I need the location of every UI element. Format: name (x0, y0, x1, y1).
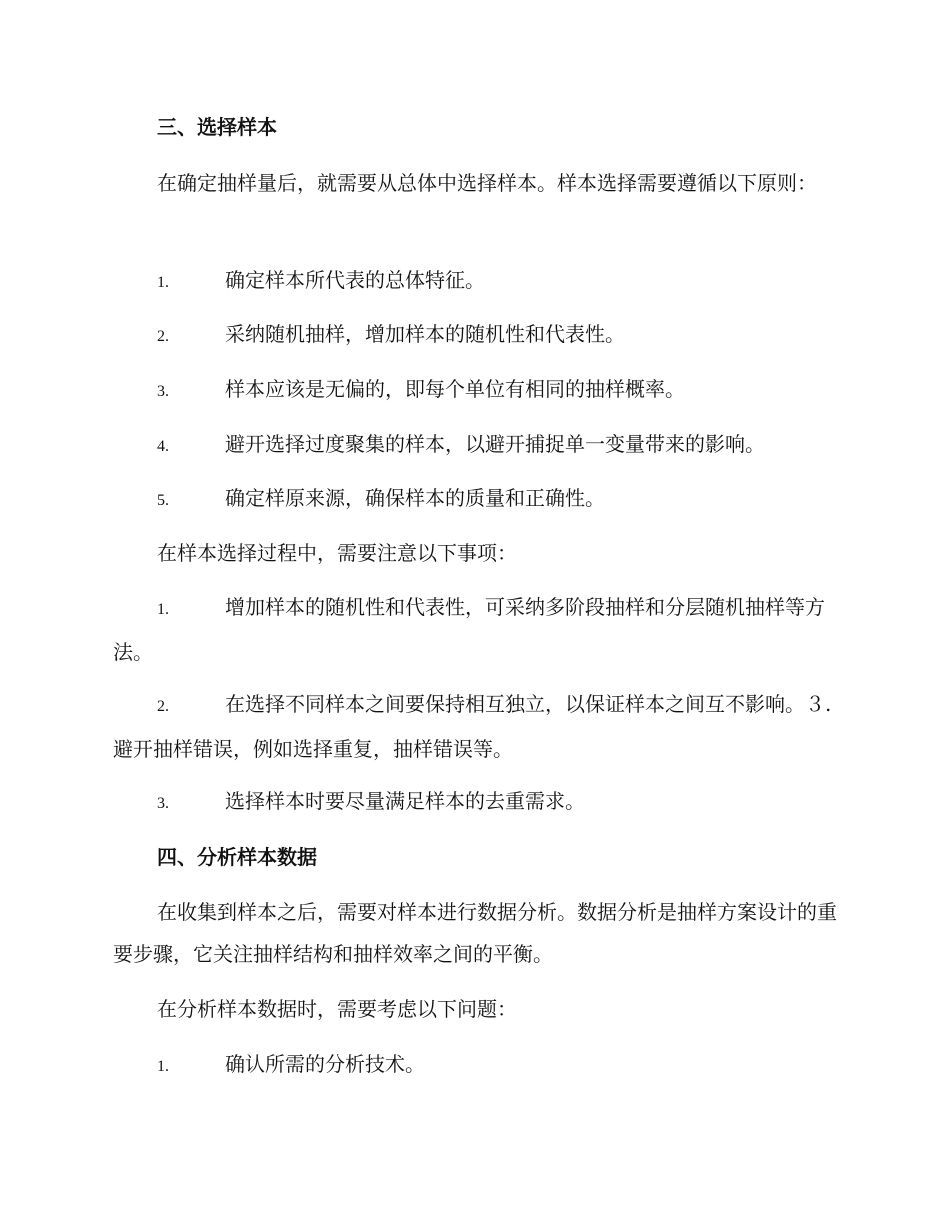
note-item (113, 780, 837, 825)
note-item (113, 586, 837, 673)
notes-intro: 在样本选择过程中，需要注意以下事项： (157, 541, 517, 565)
list-text: 采纳随机抽样，增加样本的随机性和代表性。 (225, 322, 625, 346)
list-number: 5. (157, 492, 169, 509)
principle-item (113, 477, 837, 522)
list-text: 确定样原来源，确保样本的质量和正确性。 (225, 486, 605, 510)
principle-item (113, 423, 837, 468)
principle-item (113, 259, 837, 304)
principle-item (113, 313, 837, 358)
list-text: 确认所需的分析技术。 (225, 1052, 425, 1076)
list-number: 4. (157, 438, 169, 455)
list-number: 2. (157, 698, 169, 715)
list-text: 避开选择过度聚集的样本，以避开捕捉单一变量带来的影响。 (225, 432, 765, 456)
list-text: 在选择不同样本之间要保持相互独立，以保证样本之间互不影响。３.避开抽样错误，例如选择重复，抽样错误等。 (113, 692, 832, 761)
questions-intro: 在分析样本数据时，需要考虑以下问题： (157, 997, 517, 1021)
section-4-heading: 四、分析样本数据 (157, 845, 317, 869)
list-number: 1. (157, 274, 169, 291)
list-number: 1. (157, 1058, 169, 1075)
list-number: 3. (157, 795, 169, 812)
list-number: 1. (157, 601, 169, 618)
list-number: 2. (157, 328, 169, 345)
question-item (113, 1043, 837, 1088)
section-3-intro: 在确定抽样量后，就需要从总体中选择样本。样本选择需要遵循以下原则： (157, 171, 817, 195)
list-text: 选择样本时要尽量满足样本的去重需求。 (225, 789, 585, 813)
list-text: 确定样本所代表的总体特征。 (225, 268, 485, 292)
section-4-intro: 在收集到样本之后，需要对样本进行数据分析。数据分析是抽样方案设计的重要步骤，它关注抽样结构和抽样效率之间的平衡。 (113, 900, 837, 966)
note-item (113, 683, 837, 770)
section-3-heading: 三、选择样本 (157, 115, 277, 139)
list-text: 样本应该是无偏的，即每个单位有相同的抽样概率。 (225, 377, 685, 401)
principle-item (113, 368, 837, 413)
list-text: 增加样本的随机性和代表性，可采纳多阶段抽样和分层随机抽样等方法。 (113, 595, 825, 664)
list-number: 3. (157, 383, 169, 400)
